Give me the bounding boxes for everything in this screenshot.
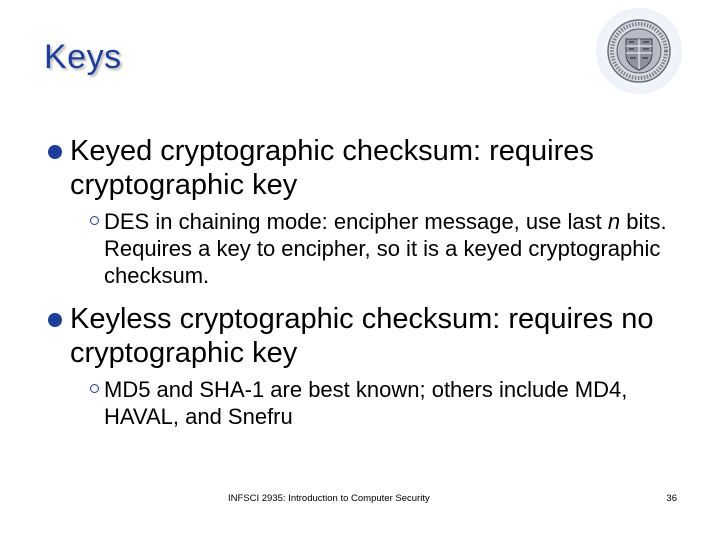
hollow-circle-bullet-icon [90,216,99,225]
filled-circle-bullet-icon [48,145,62,159]
page-number: 36 [666,493,677,504]
hollow-circle-bullet-icon [90,384,99,393]
seal-graphic [596,8,682,94]
footer-course-title: INFSCI 2935: Introduction to Computer Security [228,493,430,504]
slide-title: Keys [44,38,122,76]
sub-bullet-md5 [90,376,690,430]
bullet-keyless-checksum [48,302,688,370]
sub-bullet-des [90,208,690,289]
italic-variable-n: n [607,209,621,234]
bullet-text: Keyed cryptographic checksum: requires cryptographic key [70,135,594,201]
bullet-keyed-checksum [48,134,688,202]
university-seal-icon [596,8,682,94]
sub-bullet-text: MD5 and SHA-1 are best known; others include MD4, HAVAL, and Snefru [104,377,628,429]
filled-circle-bullet-icon [48,313,62,327]
sub-bullet-text-part: bits. Requires a key to encipher, so it is a keyed cryptographic checksum. [104,209,667,288]
sub-bullet-text [104,208,690,289]
sub-bullet-text-part: DES in chaining mode: encipher message, use last [104,209,608,234]
bullet-text: Keyless cryptographic checksum: requires no cryptographic key [70,303,654,369]
